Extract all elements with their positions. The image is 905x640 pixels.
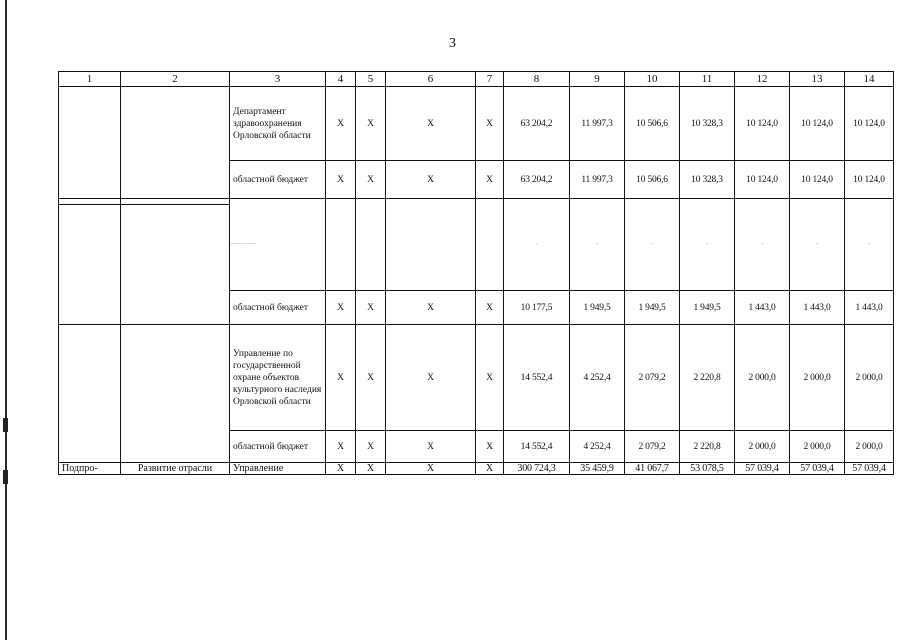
value-cell: 2 000,0: [845, 431, 894, 463]
value-cell: 1 949,5: [625, 199, 680, 291]
x-cell: X: [356, 463, 386, 475]
empty-cell: [59, 325, 121, 463]
column-header: 8: [504, 72, 570, 87]
value-cell: 10 124,0: [735, 87, 790, 161]
value-cell: 11 997,3: [570, 161, 625, 199]
budget-table: [58, 71, 894, 475]
value-cell: 1 443,0: [790, 199, 845, 291]
value-cell: 14 552,4: [504, 431, 570, 463]
value-cell: 10 177,5: [504, 291, 570, 325]
value-cell: 10 124,0: [790, 87, 845, 161]
empty-cell: [121, 205, 230, 325]
value-cell: 2 000,0: [790, 325, 845, 431]
org-cell: областной бюджет: [230, 161, 326, 199]
value-cell: 10 124,0: [845, 161, 894, 199]
column-header: 4: [326, 72, 356, 87]
value-cell: 10 124,0: [735, 161, 790, 199]
subprogram-cell: Подпро-: [59, 463, 121, 475]
value-cell: 1 443,0: [845, 291, 894, 325]
value-cell: 1 443,0: [735, 291, 790, 325]
value-cell: 2 000,0: [845, 325, 894, 431]
subprogram-title-cell: Развитие отрасли: [121, 463, 230, 475]
value-cell: 2 220,8: [680, 431, 735, 463]
x-cell: X: [326, 291, 356, 325]
value-cell: 57 039,4: [845, 463, 894, 475]
org-cell: областной бюджет: [230, 431, 326, 463]
x-cell: X: [386, 431, 476, 463]
value-cell: 10 328,3: [680, 161, 735, 199]
value-cell: 1 949,5: [570, 291, 625, 325]
column-header: 12: [735, 72, 790, 87]
value-cell: 11 997,3: [570, 87, 625, 161]
x-cell: X: [326, 87, 356, 161]
table-row: [59, 325, 894, 431]
column-header: 5: [356, 72, 386, 87]
value-cell: 14 552,4: [504, 325, 570, 431]
value-cell: 10 124,0: [790, 161, 845, 199]
value-cell: 63 204,2: [504, 87, 570, 161]
value-cell: 300 724,3: [504, 463, 570, 475]
org-cell: Департамент здравоохранения Орловской области: [230, 87, 326, 161]
value-cell: 2 000,0: [735, 325, 790, 431]
org-cell: Департамент промышленности и торговли Орловской области: [230, 199, 326, 291]
value-cell: 57 039,4: [790, 463, 845, 475]
column-header: 14: [845, 72, 894, 87]
x-cell: X: [356, 199, 386, 291]
empty-cell: [121, 325, 230, 463]
column-header: 2: [121, 72, 230, 87]
org-cell: областной бюджет: [230, 291, 326, 325]
value-cell: 10 124,0: [845, 87, 894, 161]
org-cell: Управление по государственной охране объектов культурного наследия Орловской области: [230, 325, 326, 431]
x-cell: X: [356, 87, 386, 161]
x-cell: X: [356, 291, 386, 325]
scan-left-edge: [5, 0, 7, 640]
value-cell: 2 079,2: [625, 325, 680, 431]
column-header: 13: [790, 72, 845, 87]
value-cell: 1 443,0: [735, 199, 790, 291]
table-row: [59, 463, 894, 475]
empty-cell: [59, 87, 121, 199]
x-cell: X: [386, 199, 476, 291]
value-cell: 2 000,0: [790, 431, 845, 463]
empty-cell: [121, 87, 230, 199]
column-header: 3: [230, 72, 326, 87]
x-cell: X: [386, 325, 476, 431]
value-cell: 1 949,5: [625, 291, 680, 325]
x-cell: X: [476, 87, 504, 161]
x-cell: X: [476, 199, 504, 291]
value-cell: 57 039,4: [735, 463, 790, 475]
x-cell: X: [386, 463, 476, 475]
column-header: 10: [625, 72, 680, 87]
column-header: 9: [570, 72, 625, 87]
x-cell: X: [476, 431, 504, 463]
org-cell: Управление: [230, 463, 326, 475]
x-cell: X: [326, 325, 356, 431]
value-cell: 2 220,8: [680, 325, 735, 431]
value-cell: 1 949,5: [680, 291, 735, 325]
value-cell: 1 949,5: [570, 199, 625, 291]
x-cell: X: [476, 161, 504, 199]
x-cell: X: [386, 161, 476, 199]
value-cell: 4 252,4: [570, 431, 625, 463]
x-cell: X: [356, 325, 386, 431]
column-header: 11: [680, 72, 735, 87]
value-cell: 1 443,0: [790, 291, 845, 325]
empty-cell: [59, 205, 121, 325]
column-header: 6: [386, 72, 476, 87]
x-cell: X: [326, 161, 356, 199]
scan-mark: [3, 418, 8, 432]
header-row: [59, 72, 894, 87]
value-cell: 10 506,6: [625, 161, 680, 199]
value-cell: 4 252,4: [570, 325, 625, 431]
value-cell: 1 443,0: [845, 199, 894, 291]
page-number: 3: [449, 36, 456, 51]
value-cell: 10 328,3: [680, 87, 735, 161]
value-cell: 10 177,5: [504, 199, 570, 291]
x-cell: X: [476, 325, 504, 431]
scan-mark: [3, 470, 8, 484]
x-cell: X: [356, 431, 386, 463]
value-cell: 53 078,5: [680, 463, 735, 475]
x-cell: X: [326, 199, 356, 291]
x-cell: X: [386, 291, 476, 325]
column-header: 7: [476, 72, 504, 87]
x-cell: X: [356, 161, 386, 199]
value-cell: 10 506,6: [625, 87, 680, 161]
value-cell: 2 079,2: [625, 431, 680, 463]
x-cell: X: [476, 463, 504, 475]
value-cell: 41 067,7: [625, 463, 680, 475]
value-cell: 35 459,9: [570, 463, 625, 475]
value-cell: 1 949,5: [680, 199, 735, 291]
value-cell: 2 000,0: [735, 431, 790, 463]
x-cell: X: [326, 463, 356, 475]
x-cell: X: [476, 291, 504, 325]
value-cell: 63 204,2: [504, 161, 570, 199]
x-cell: X: [326, 431, 356, 463]
column-header: 1: [59, 72, 121, 87]
x-cell: X: [386, 87, 476, 161]
table-row: [59, 87, 894, 161]
